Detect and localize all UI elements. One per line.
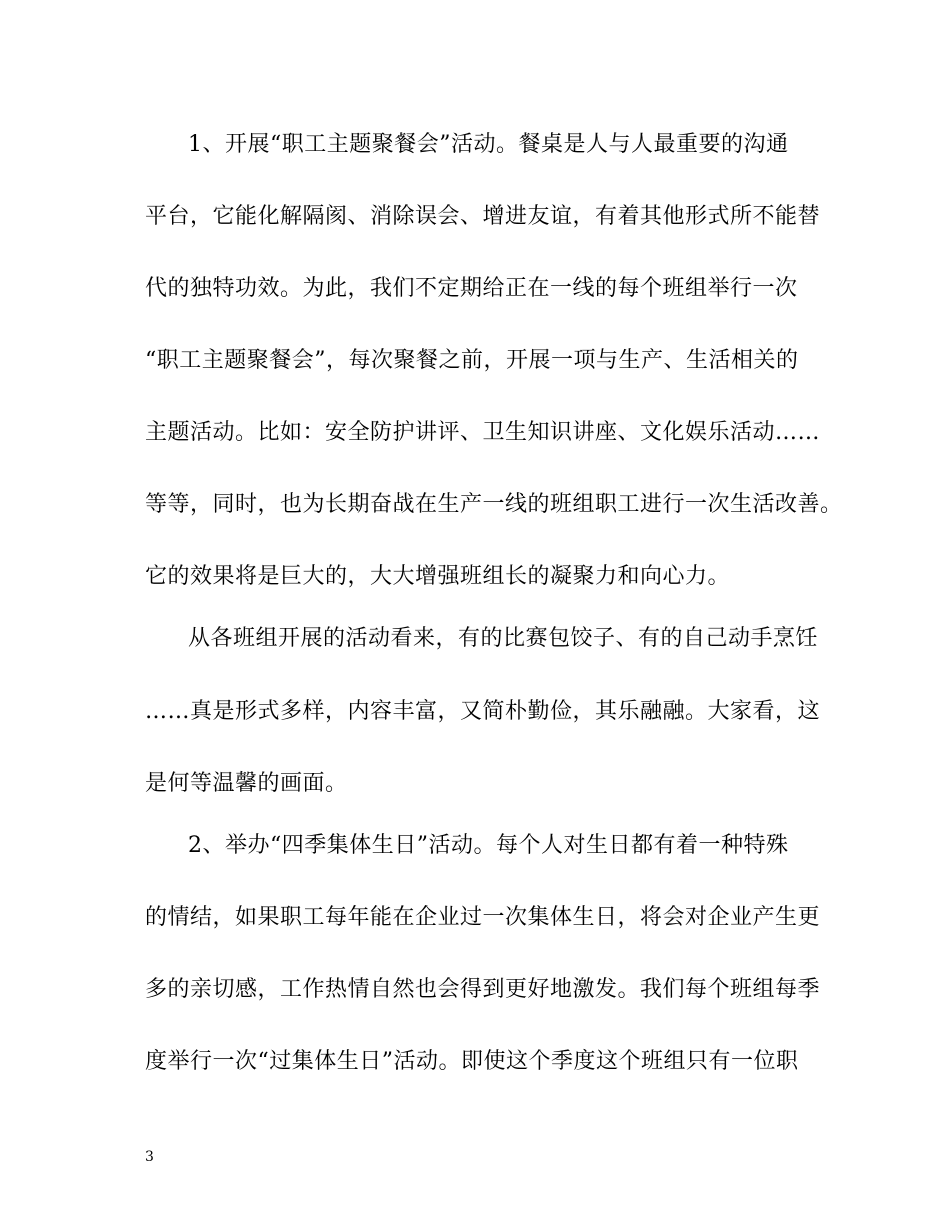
page-number: 3 — [145, 1149, 154, 1165]
paragraph-1-line-7: 它的效果将是巨大的，大大增强班组长的凝聚力和向心力。 — [145, 564, 731, 589]
paragraph-2-line-2: ……真是形式多样，内容丰富，又简朴勤俭，其乐融融。大家看，这 — [145, 699, 821, 724]
paragraph-3-line-4: 度举行一次“过集体生日”活动。即使这个季度这个班组只有一位职 — [145, 1049, 799, 1074]
paragraph-3-line-2: 的情结，如果职工每年能在企业过一次集体生日，将会对企业产生更 — [145, 905, 821, 930]
paragraph-1-line-4: “职工主题聚餐会”，每次聚餐之前，开展一项与生产、生活相关的 — [145, 348, 799, 373]
paragraph-3-line-3: 多的亲切感，工作热情自然也会得到更好地激发。我们每个班组每季 — [145, 977, 821, 1002]
paragraph-3-line-1: 2、举办“四季集体生日”活动。每个人对生日都有着一种特殊 — [188, 833, 789, 858]
paragraph-2-line-3: 是何等温馨的画面。 — [145, 771, 348, 796]
paragraph-1-line-5: 主题活动。比如：安全防护讲评、卫生知识讲座、文化娱乐活动…… — [145, 420, 821, 445]
paragraph-2-line-1: 从各班组开展的活动看来，有的比赛包饺子、有的自己动手烹饪 — [188, 626, 819, 651]
paragraph-1-line-3: 代的独特功效。为此，我们不定期给正在一线的每个班组举行一次 — [145, 276, 798, 301]
paragraph-1-line-6: 等等，同时，也为长期奋战在生产一线的班组职工进行一次生活改善。 — [145, 492, 843, 517]
paragraph-1-line-2: 平台，它能化解隔阂、消除误会、增进友谊，有着其他形式所不能替 — [145, 204, 821, 229]
paragraph-1-line-1: 1、开展“职工主题聚餐会”活动。餐桌是人与人最重要的沟通 — [188, 132, 789, 157]
